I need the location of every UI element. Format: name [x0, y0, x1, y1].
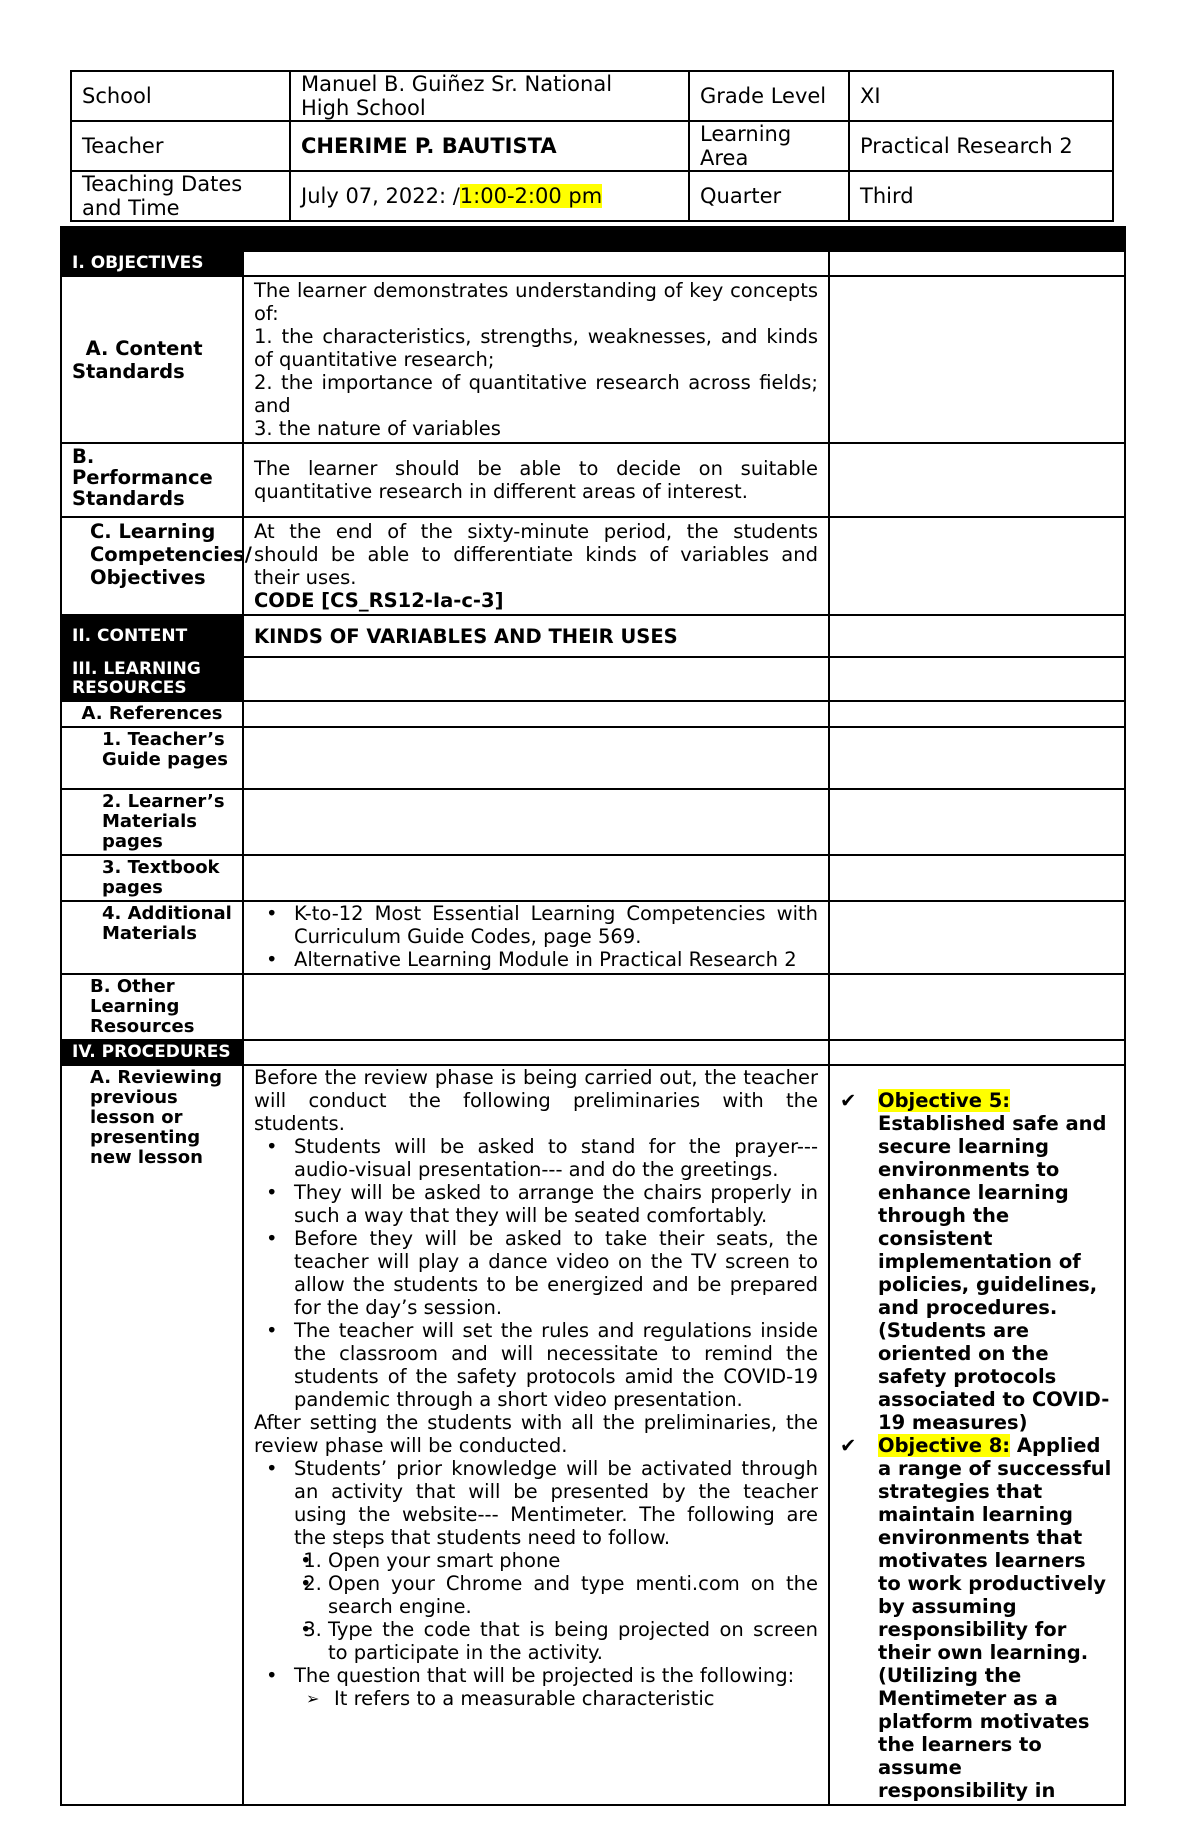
time-highlight: 1:00-2:00 pm [459, 184, 603, 208]
list-item: • The question that will be projected is the following: ➢ It refers to a measurable characteristic [294, 1664, 818, 1710]
step-item: • 3. Type the code that is being projected on screen to participate in the activity. [328, 1618, 818, 1664]
learning-area-label: Learning Area [689, 121, 849, 171]
content-standards-text: The learner demonstrates understanding of key concepts of: 1. the characteristics, strengths, weaknesses, and kinds of quantitative research; 2. the importance of quantitative research across fields; and 3. the nature of variables [243, 276, 829, 443]
learning-competencies-text: At the end of the sixty-minute period, the students should be able to differentiate kinds of variables and their uses. CODE [CS_RS12-Ia-c-3] [243, 517, 829, 615]
list-item: • They will be asked to arrange the chairs properly in such a way that they will be seated comfortably. [294, 1181, 818, 1227]
lesson-plan-table [60, 226, 1126, 1806]
checkmark-icon: ✔ [840, 1434, 857, 1457]
teacher-label: Teacher [71, 121, 290, 171]
list-item: • Before they will be asked to take their seats, the teacher will play a dance video on the TV screen to allow the students to be energized and be prepared for the day’s session. [294, 1227, 818, 1319]
list-item: • Students’ prior knowledge will be activated through an activity that will be presented by the teacher using the website--- Mentimeter. The following are the steps that students need to follow. • 1. Open your smart phone • 2. Open your Chrome and type menti.com on the search engine. • 3. Type the code that is being projected on screen to participate in the activity. [294, 1457, 818, 1664]
checkmark-icon: ✔ [840, 1089, 857, 1112]
list-item: • K-to-12 Most Essential Learning Competencies with Curriculum Guide Codes, page 569. [294, 902, 818, 948]
header-table [70, 70, 1114, 222]
objectives-annotation [829, 1065, 1125, 1805]
quarter-label: Quarter [689, 171, 849, 221]
teacher-value: CHERIME P. BAUTISTA [290, 121, 689, 171]
objective-8-note: ✔ Objective 8: Applied a range of successful strategies that maintain learning environments that motivates learners to work productively by assuming responsibility for their own learning. (Utilizing the Mentimeter as a platform motivates the learners to assume responsibility in [840, 1434, 1112, 1802]
additional-materials-list [243, 901, 829, 974]
reviewing-lesson-text: Before the review phase is being carried out, the teacher will conduct the following preliminaries with the students. • Students will be asked to stand for the prayer--- audio-visual presentation--- and do the greetings. • They will be asked to arrange the chairs properly in such a way that they will be seated comfortably. • Before they will be asked to take their seats, the teacher will play a dance video on the TV screen to allow the students to be energized and be prepared for the day’s session. • The teacher will set the rules and regulations inside the classroom and will necessitate to remind the students of the safety protocols amid the COVID-19 pandemic through a short video presentation. After setting the students with all the preliminaries, the review phase will be conducted. • Students’ prior knowledge will be activated through an activity that will be presented by the teacher using the website--- Mentimeter. The following are the steps that students need to follow. • 1. Open your smart phone • 2. Open your Chrome and type menti.com on the search engine. • 3. Type the code that is being projected on screen to participate in the activity. • The question that will be projected is the following: ➢ It refers to a measurable characteristic [243, 1065, 829, 1805]
competency-code: CODE [CS_RS12-Ia-c-3] [254, 589, 504, 612]
learning-area-value: Practical Research 2 [849, 121, 1113, 171]
grade-level-value: XI [849, 71, 1113, 121]
school-label: School [71, 71, 290, 121]
content-standards-label: A. Content Standards [61, 276, 243, 443]
quarter-value: Third [849, 171, 1113, 221]
references-label: A. References [61, 701, 243, 727]
objective-5-note: ✔ Objective 5: Established safe and secure learning environments to enhance learning through the consistent implementation of policies, guidelines, and procedures. (Students are oriented on the safety protocols associated to COVID-19 measures) [840, 1089, 1110, 1434]
learning-competencies-label: C. Learning Competencies/ Objectives [61, 517, 243, 615]
performance-standards-text: The learner should be able to decide on suitable quantitative research in different areas of interest. [243, 443, 829, 517]
content-value: KINDS OF VARIABLES AND THEIR USES [243, 615, 829, 657]
top-black-bar [61, 227, 1125, 251]
grade-level-label: Grade Level [689, 71, 849, 121]
list-item: • Alternative Learning Module in Practical Research 2 [294, 948, 818, 971]
other-resources-label: B. Other Learning Resources [61, 974, 243, 1040]
additional-materials-label: 4. Additional Materials [61, 901, 243, 974]
performance-standards-label: B. Performance Standards [61, 443, 243, 517]
list-item: • Students will be asked to stand for the prayer--- audio-visual presentation--- and do the greetings. [294, 1135, 818, 1181]
teaching-dates-label: Teaching Dates and Time [71, 171, 290, 221]
teaching-dates-value: July 07, 2022: /1:00-2:00 pm [290, 171, 689, 221]
sub-item: ➢ It refers to a measurable characteristic [334, 1687, 818, 1710]
step-item: • 2. Open your Chrome and type menti.com on the search engine. [328, 1572, 818, 1618]
teachers-guide-label: 1. Teacher’s Guide pages [61, 727, 243, 789]
list-item: • The teacher will set the rules and regulations inside the classroom and will necessitate to remind the students of the safety protocols amid the COVID-19 pandemic through a short video presentation. [294, 1319, 818, 1411]
objectives-heading: I. OBJECTIVES [61, 251, 243, 276]
step-item: • 1. Open your smart phone [328, 1549, 818, 1572]
reviewing-lesson-label: A. Reviewing previous lesson or presenting new lesson [61, 1065, 243, 1805]
textbook-label: 3. Textbook pages [61, 855, 243, 901]
procedures-heading: IV. PROCEDURES [61, 1040, 243, 1065]
content-heading: II. CONTENT [61, 615, 243, 657]
learners-materials-label: 2. Learner’s Materials pages [61, 789, 243, 855]
learning-resources-heading: III. LEARNING RESOURCES [61, 657, 243, 701]
school-value: Manuel B. Guiñez Sr. National High School [290, 71, 689, 121]
